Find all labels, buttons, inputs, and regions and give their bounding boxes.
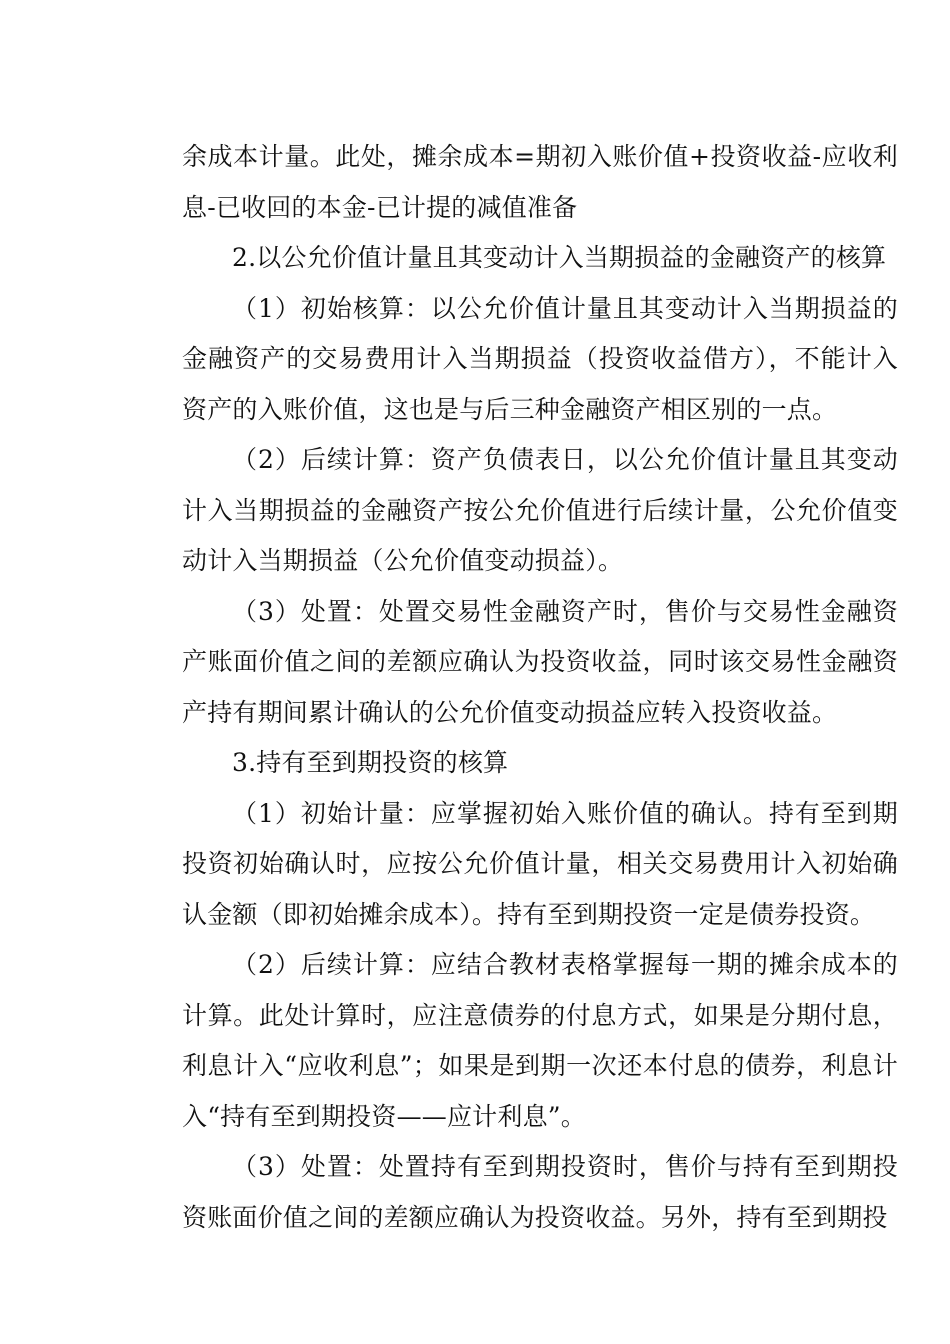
paragraph-htm-subsequent: （2）后续计算：应结合教材表格掌握每一期的摊余成本的计算。此处计算时，应注意债券的付息方式，如果是分期付息，利息计入“应收利息”；如果是到期一次还本付息的债券，利息计入“持有至到期投资——应计利息”。 [182,950,898,1131]
paragraph-fvtpl-subsequent: （2）后续计算：资产负债表日，以公允价值计量且其变动计入当期损益的金融资产按公允价值进行后续计量，公允价值变动计入当期损益（公允价值变动损益）。 [182,445,898,575]
heading-fvtpl-accounting: 2.以公允价值计量且其变动计入当期损益的金融资产的核算 [232,243,887,272]
heading-htm-accounting: 3.持有至到期投资的核算 [232,748,509,777]
paragraph-htm-disposal: （3）处置：处置持有至到期投资时，售价与持有至到期投资账面价值之间的差额应确认为投资收益。另外，持有至到期投 [182,1152,898,1232]
body-text [182,132,898,1243]
paragraph-amortized-cost: 余成本计量。此处，摊余成本=期初入账价值+投资收益-应收利息-已收回的本金-已计提的减值准备 [182,142,898,222]
paragraph-fvtpl-disposal: （3）处置：处置交易性金融资产时，售价与交易性金融资产账面价值之间的差额应确认为投资收益，同时该交易性金融资产持有期间累计确认的公允价值变动损益应转入投资收益。 [182,596,898,727]
paragraph-fvtpl-initial: （1）初始核算：以公允价值计量且其变动计入当期损益的金融资产的交易费用计入当期损益（投资收益借方），不能计入资产的入账价值，这也是与后三种金融资产相区别的一点。 [182,293,898,424]
paragraph-htm-initial: （1）初始计量：应掌握初始入账价值的确认。持有至到期投资初始确认时，应按公允价值计量，相关交易费用计入初始确认金额（即初始摊余成本）。持有至到期投资一定是债券投资。 [182,798,898,929]
